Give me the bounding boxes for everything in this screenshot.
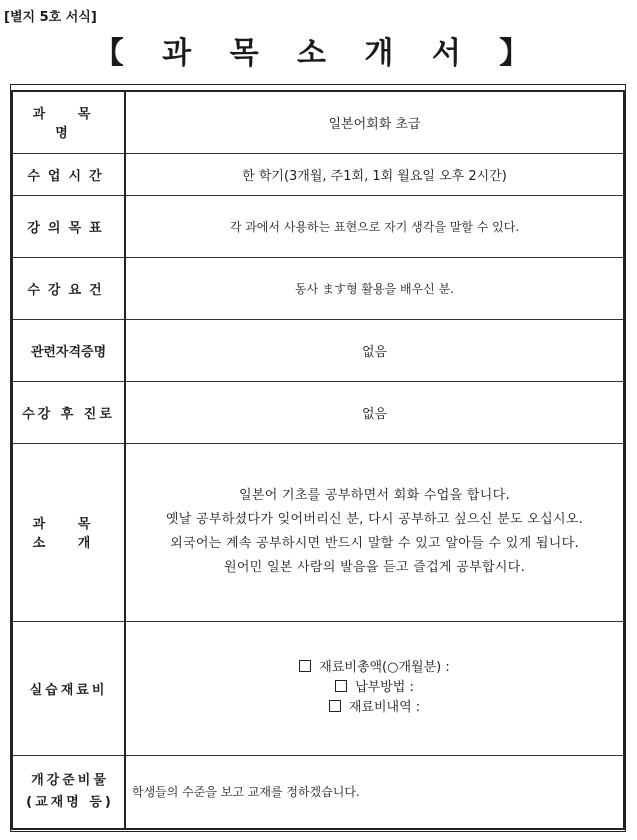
label-certificate: 관련자격증명 xyxy=(12,319,125,381)
value-class-hours: 한 학기(3개월, 주1회, 1회 월요일 오후 2시간) xyxy=(125,153,624,195)
label-textbook-line2: (교재명 등) xyxy=(26,794,114,810)
value-intro xyxy=(125,443,624,621)
row-subject-name xyxy=(12,91,624,153)
intro-line: 옛날 공부하셨다가 잊어버리신 분, 다시 공부하고 싶으신 분도 오십시오. xyxy=(165,512,584,527)
row-materials-fee xyxy=(12,621,624,755)
row-intro xyxy=(12,443,624,621)
materials-item xyxy=(126,678,623,698)
label-class-hours: 수업시간 xyxy=(12,153,125,195)
value-materials-fee xyxy=(125,621,624,755)
checkbox-icon xyxy=(329,700,341,712)
label-intro: 과 목 소 개 xyxy=(12,443,125,621)
checkbox-icon xyxy=(299,660,311,672)
row-certificate xyxy=(12,319,624,381)
intro-line: 원어민 일본 사람의 발음을 듣고 즐겁게 공부합시다. xyxy=(223,560,526,575)
label-goal: 강의목표 xyxy=(12,195,125,257)
label-textbook xyxy=(12,755,125,829)
value-career: 없음 xyxy=(125,381,624,443)
value-goal: 각 과에서 사용하는 표현으로 자기 생각을 말할 수 있다. xyxy=(125,195,624,257)
label-textbook-line1: 개강준비물 xyxy=(31,772,109,788)
label-materials-fee: 실습재료비 xyxy=(12,621,125,755)
label-requirements: 수강요건 xyxy=(12,257,125,319)
value-requirements: 동사 ます형 활용을 배우신 분. xyxy=(125,257,624,319)
value-textbook: 학생들의 수준을 보고 교재를 정하겠습니다. xyxy=(125,755,624,829)
intro-line: 일본어 기초를 공부하면서 회화 수업을 합니다. xyxy=(239,488,510,503)
materials-item xyxy=(126,698,623,718)
materials-item-label: 납부방법 : xyxy=(355,680,414,695)
row-textbook xyxy=(12,755,624,829)
row-requirements xyxy=(12,257,624,319)
value-certificate: 없음 xyxy=(125,319,624,381)
materials-item xyxy=(126,658,623,678)
document-title: 【 과 목 소 개 서 】 xyxy=(93,36,544,71)
form-number-label: [별지 5호 서식] xyxy=(4,10,97,25)
value-subject-name: 일본어회화 초급 xyxy=(125,91,624,153)
materials-item-label: 재료비내역 : xyxy=(348,700,421,715)
intro-line: 외국어는 계속 공부하시면 반드시 말할 수 있고 알아들 수 있게 됩니다. xyxy=(170,536,579,551)
row-class-hours xyxy=(12,153,624,195)
course-intro-table xyxy=(11,90,625,830)
row-goal xyxy=(12,195,624,257)
label-subject-name: 과 목 명 xyxy=(12,91,125,153)
row-career xyxy=(12,381,624,443)
materials-item-label: 재료비총액(○개월분) : xyxy=(319,660,450,675)
checkbox-icon xyxy=(335,680,347,692)
label-career: 수강 후 진로 xyxy=(12,381,125,443)
